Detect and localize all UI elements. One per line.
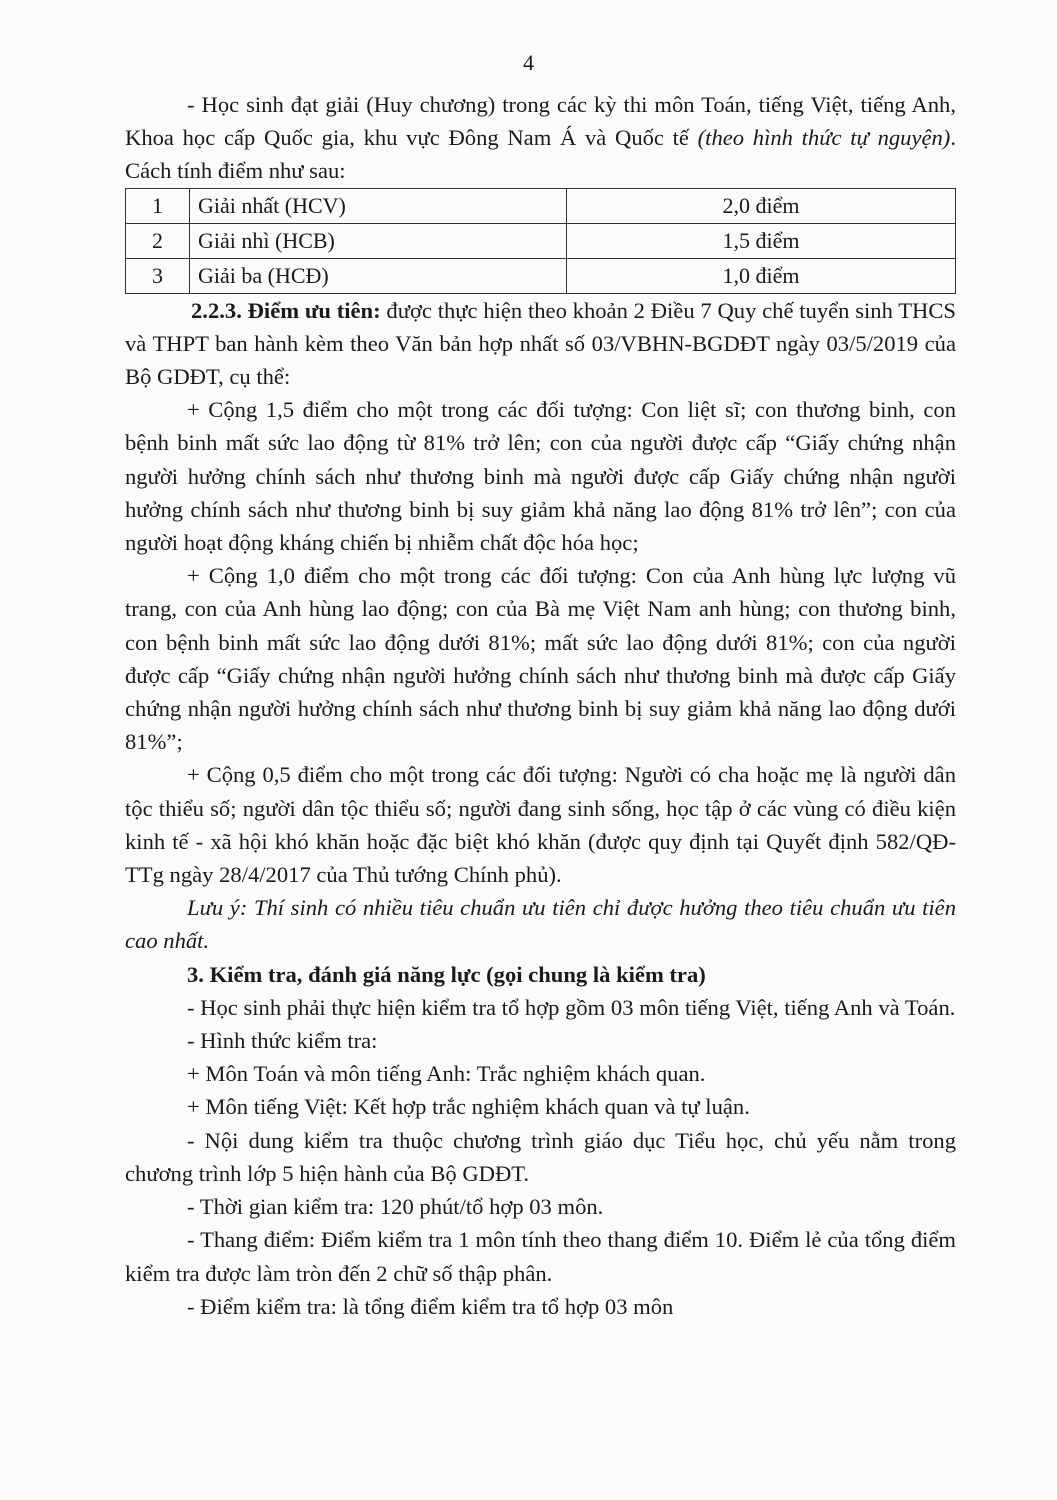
intro-tail: . Cách tính điểm như sau: [125,125,956,184]
prize-points: 2,0 điểm [567,188,956,223]
priority-text: được thực hiện theo khoản 2 Điều 7 Quy chế tuyển sinh THCS và THPT ban hành kèm theo Văn bản hợp nhất số 03/VBHN-BGDĐT ngày 03/5/2019 của Bộ GDĐT, cụ thể: [125,297,956,390]
table-row [126,188,956,223]
prize-name: Giải ba (HCĐ) [190,258,567,293]
prize-table [125,188,956,294]
prize-name: Giải nhất (HCV) [190,188,567,223]
prize-name: Giải nhì (HCB) [190,223,567,258]
section-title: 3. Kiểm tra, đánh giá năng lực (gọi chung là kiểm tra) [187,961,706,987]
intro-paragraph [125,88,956,188]
page-number: 4 [523,50,534,75]
intro-italic: (theo hình thức tự nguyện) [697,125,951,151]
priority-item: + Cộng 1,0 điểm cho một trong các đối tượng: Con của Anh hùng lực lượng vũ trang, con của Anh hùng lao động; con của Bà mẹ Việt Nam anh hùng; con thương binh, con bệnh binh mất sức lao động dưới 81%; mất sức lao động dưới 81%; con của người được cấp “Giấy chứng nhận người hưởng chính sách như thương binh mà được cấp Giấy chứng nhận người hưởng chính sách như thương binh bị suy giảm khả năng lao động dưới 81%”; [125,563,956,755]
section-line: - Học sinh phải thực hiện kiểm tra tổ hợp gồm 03 môn tiếng Việt, tiếng Anh và Toán. [187,994,956,1020]
priority-note [125,891,956,957]
section-line: - Hình thức kiểm tra: [187,1028,378,1054]
section-line: - Nội dung kiểm tra thuộc chương trình giáo dục Tiểu học, chủ yếu nằm trong chương trình lớp 5 hiện hành của Bộ GDĐT. [125,1127,956,1186]
intro-text: - Học sinh đạt giải (Huy chương) trong các kỳ thi môn Toán, tiếng Việt, tiếng Anh, Khoa học cấp Quốc gia, khu vực Đông Nam Á và Quốc tế [125,92,956,151]
table-row [126,258,956,293]
section-line: + Môn tiếng Việt: Kết hợp trắc nghiệm khách quan và tự luận. [187,1094,750,1120]
section-line: - Điểm kiểm tra: là tổng điểm kiểm tra tổ hợp 03 môn [187,1293,674,1319]
prize-points: 1,5 điểm [567,223,956,258]
section-line: + Môn Toán và môn tiếng Anh: Trắc nghiệm khách quan. [187,1061,706,1087]
priority-heading: 2.2.3. Điểm ưu tiên: [191,297,381,323]
row-number: 3 [126,258,190,293]
section-line: - Thang điểm: Điểm kiểm tra 1 môn tính theo thang điểm 10. Điểm lẻ của tổng điểm kiểm tra được làm tròn đến 2 chữ số thập phân. [125,1227,956,1286]
priority-item: + Cộng 1,5 điểm cho một trong các đối tượng: Con liệt sĩ; con thương binh, con bệnh binh mất sức lao động từ 81% trở lên; con của người được cấp “Giấy chứng nhận người hưởng chính sách như thương binh mà người được cấp Giấy chứng nhận người hưởng chính sách như thương binh bị suy giảm khả năng lao động 81% trở lên”; con của người hoạt động kháng chiến bị nhiễm chất độc hóa học; [125,397,956,556]
priority-paragraph [125,294,956,394]
prize-points: 1,0 điểm [567,258,956,293]
section-line: - Thời gian kiểm tra: 120 phút/tổ hợp 03 môn. [187,1194,604,1220]
priority-note-text: Lưu ý: Thí sinh có nhiều tiêu chuẩn ưu tiên chỉ được hưởng theo tiêu chuẩn ưu tiên cao nhất. [125,895,956,954]
page-content [125,88,956,1323]
row-number: 2 [126,223,190,258]
priority-item: + Cộng 0,5 điểm cho một trong các đối tượng: Người có cha hoặc mẹ là người dân tộc thiểu số; người dân tộc thiểu số; người đang sinh sống, học tập ở các vùng có điều kiện kinh tế - xã hội khó khăn hoặc đặc biệt khó khăn (được quy định tại Quyết định 582/QĐ-TTg ngày 28/4/2017 của Thủ tướng Chính phủ). [125,762,956,888]
table-row [126,223,956,258]
row-number: 1 [126,188,190,223]
